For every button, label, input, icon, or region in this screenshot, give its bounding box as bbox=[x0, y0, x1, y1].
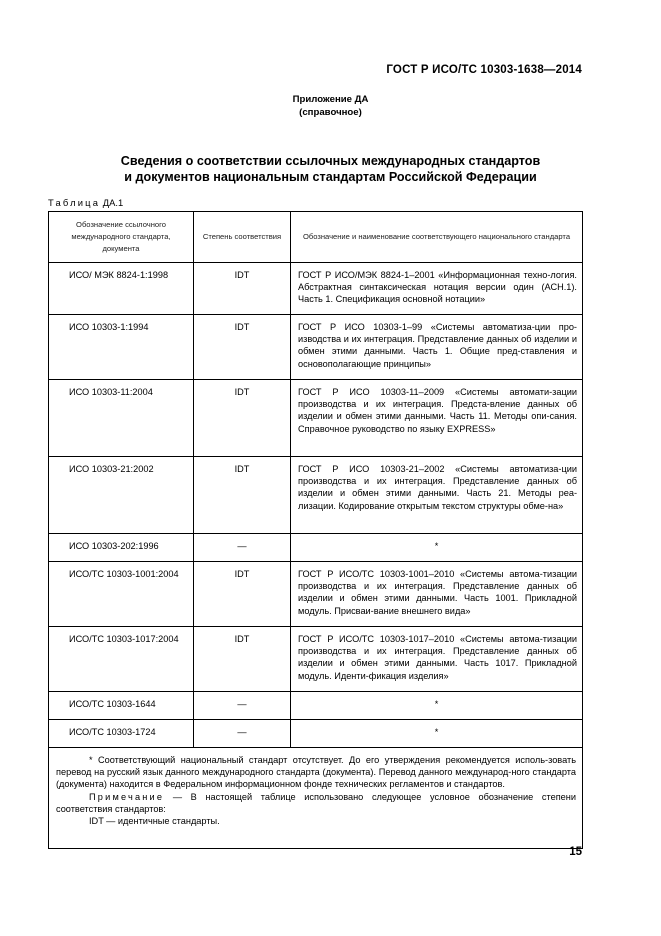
cell-ref: ИСО/ МЭК 8824-1:1998 bbox=[49, 263, 194, 315]
appendix-title: Приложение ДА bbox=[292, 94, 369, 105]
header-international-standard: Обозначение ссылочного международного стандарта, документа bbox=[49, 212, 194, 263]
cell-degree: IDT bbox=[194, 562, 291, 627]
table-caption bbox=[48, 197, 123, 208]
cell-national: ГОСТ Р ИСО 10303-21–2002 «Системы автоматиза-ции производства и их интеграция. Представление данных об изделии и обмен этими данными. Часть 21. Методы реа-лизации. Кодирование открытым текстом структуры обме-на» bbox=[291, 457, 583, 534]
note-text: — В настоящей таблице использовано следующее условное обозначение степени соответствия стандартов: bbox=[56, 791, 576, 814]
cell-ref: ИСО/ТС 10303-1644 bbox=[49, 692, 194, 720]
cell-degree: — bbox=[194, 534, 291, 562]
cell-ref: ИСО/ТС 10303-1001:2004 bbox=[49, 562, 194, 627]
cell-ref: ИСО 10303-1:1994 bbox=[49, 315, 194, 380]
cell-national: ГОСТ Р ИСО/МЭК 8824-1–2001 «Информационная техно-логия. Абстрактная синтаксическая нотация версии один (АСН.1). Часть 1. Спецификация основной нотации» bbox=[291, 263, 583, 315]
cell-national: ГОСТ Р ИСО 10303-1–99 «Системы автоматиза-ции про-изводства и их интеграция. Представление данных об изделии и обмен этими данными. Часть 1. Общие пред-ставления и основополагающие принципы» bbox=[291, 315, 583, 380]
document-code: ГОСТ Р ИСО/ТС 10303-1638—2014 bbox=[386, 64, 582, 76]
main-title-line-2: и документов национальным стандартам Российской Федерации bbox=[124, 169, 537, 184]
cell-degree: — bbox=[194, 692, 291, 720]
cell-national: * bbox=[291, 534, 583, 562]
appendix-subtitle: (справочное) bbox=[299, 107, 362, 118]
note-label: Примечание bbox=[89, 791, 165, 802]
appendix-heading bbox=[0, 93, 661, 119]
cell-degree: IDT bbox=[194, 315, 291, 380]
main-title-line-1: Сведения о соответствии ссылочных международных стандартов bbox=[120, 154, 541, 168]
table-caption-number: ДА.1 bbox=[102, 197, 124, 208]
table-row bbox=[49, 534, 583, 562]
table-note bbox=[56, 791, 576, 815]
table-footnote-cell bbox=[49, 748, 583, 849]
table-footnote-row bbox=[49, 748, 583, 849]
footnote-text: * Соответствующий национальный стандарт отсутствует. До его утверждения рекомендуется исполь-зовать перевод на русский язык данного международного стандарта (документа). Перевод данного международ-ного стандарта (документа) находится в Федеральном информационном фонде технических регламентов и стандартов. bbox=[56, 755, 576, 790]
correspondence-table bbox=[48, 211, 583, 849]
cell-degree: IDT bbox=[194, 263, 291, 315]
cell-national: ГОСТ Р ИСО 10303-11–2009 «Системы автомати-зации производства и их интеграция. Предста-вление данных об изделии и обмен этими данными. Часть 11. Методы опи-сания. Справочное руководство по языку EXPRESS» bbox=[291, 380, 583, 457]
cell-ref: ИСО/ТС 10303-1724 bbox=[49, 720, 194, 748]
table-row bbox=[49, 562, 583, 627]
table-caption-label: Таблица bbox=[48, 197, 101, 208]
cell-degree: — bbox=[194, 720, 291, 748]
table-row bbox=[49, 457, 583, 534]
table-row bbox=[49, 263, 583, 315]
table-row bbox=[49, 380, 583, 457]
cell-ref: ИСО 10303-21:2002 bbox=[49, 457, 194, 534]
cell-degree: IDT bbox=[194, 457, 291, 534]
table-row bbox=[49, 720, 583, 748]
cell-ref: ИСО 10303-202:1996 bbox=[49, 534, 194, 562]
main-title bbox=[0, 154, 661, 185]
header-national-standard: Обозначение и наименование соответствующего национального стандарта bbox=[291, 212, 583, 263]
cell-degree: IDT bbox=[194, 627, 291, 692]
cell-ref: ИСО 10303-11:2004 bbox=[49, 380, 194, 457]
cell-national: * bbox=[291, 692, 583, 720]
page-number: 15 bbox=[569, 846, 582, 858]
cell-national: * bbox=[291, 720, 583, 748]
table-row bbox=[49, 315, 583, 380]
note-idt-definition: IDT — идентичные стандарты. bbox=[89, 816, 220, 827]
cell-national: ГОСТ Р ИСО/ТС 10303-1001–2010 «Системы автома-тизации производства и их интеграция. Представление данных об изделии и обмен этими данными. Часть 1001. Прикладной модуль. Присваи-вание внешнего вида» bbox=[291, 562, 583, 627]
table-row bbox=[49, 627, 583, 692]
header-degree-of-conformity: Степень соответствия bbox=[194, 212, 291, 263]
cell-national: ГОСТ Р ИСО/ТС 10303-1017–2010 «Системы автома-тизации производства и их интеграция. Представление данных об изделии и обмен этими данными. Часть 1017. Прикладной модуль. Иденти-фикация изделия» bbox=[291, 627, 583, 692]
table-header-row bbox=[49, 212, 583, 263]
table-row bbox=[49, 692, 583, 720]
cell-ref: ИСО/ТС 10303-1017:2004 bbox=[49, 627, 194, 692]
cell-degree: IDT bbox=[194, 380, 291, 457]
